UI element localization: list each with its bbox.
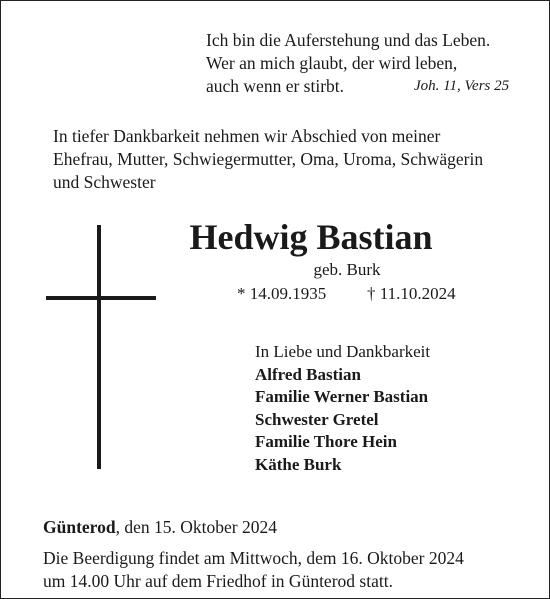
intro-line: und Schwester [53, 172, 156, 192]
mourner-name: Alfred Bastian [255, 364, 361, 384]
place-date-line [43, 516, 277, 539]
mourner-name: Familie Werner Bastian [255, 387, 429, 406]
funeral-notice [43, 547, 523, 593]
farewell-intro [53, 125, 523, 194]
verse-line: Ich bin die Auferstehung und das Leben. [206, 30, 491, 50]
death-date: † 11.10.2024 [367, 284, 456, 303]
funeral-line: Die Beerdigung findet am Mittwoch, dem 16. Oktober 2024 [43, 548, 464, 568]
verse-reference: Joh. 11, Vers 25 [414, 78, 510, 94]
verse-line: Wer an mich glaubt, der wird leben, [206, 53, 458, 73]
place-name: Günterod [43, 517, 116, 537]
intro-line: In tiefer Dankbarkeit nehmen wir Abschied von meiner [53, 126, 441, 146]
mourner-name: Schwester Gretel [255, 409, 379, 429]
birth-date: * 14.09.1935 [237, 284, 327, 303]
mourner-name: Käthe Burk [255, 454, 342, 474]
verse-line: auch wenn er stirbt. [206, 76, 345, 96]
bible-verse [206, 29, 526, 98]
deceased-name: Hedwig Bastian [189, 217, 433, 257]
intro-line: Ehefrau, Mutter, Schwiegermutter, Oma, Uroma, Schwägerin [53, 149, 484, 169]
mourners-lead: In Liebe und Dankbarkeit [255, 342, 431, 361]
funeral-line: um 14.00 Uhr auf dem Friedhof in Günterod statt. [43, 571, 393, 591]
publication-date: , den 15. Oktober 2024 [115, 517, 277, 537]
mourners-list [255, 341, 430, 476]
maiden-name: geb. Burk [313, 260, 381, 279]
mourner-name: Familie Thore Hein [255, 432, 397, 451]
